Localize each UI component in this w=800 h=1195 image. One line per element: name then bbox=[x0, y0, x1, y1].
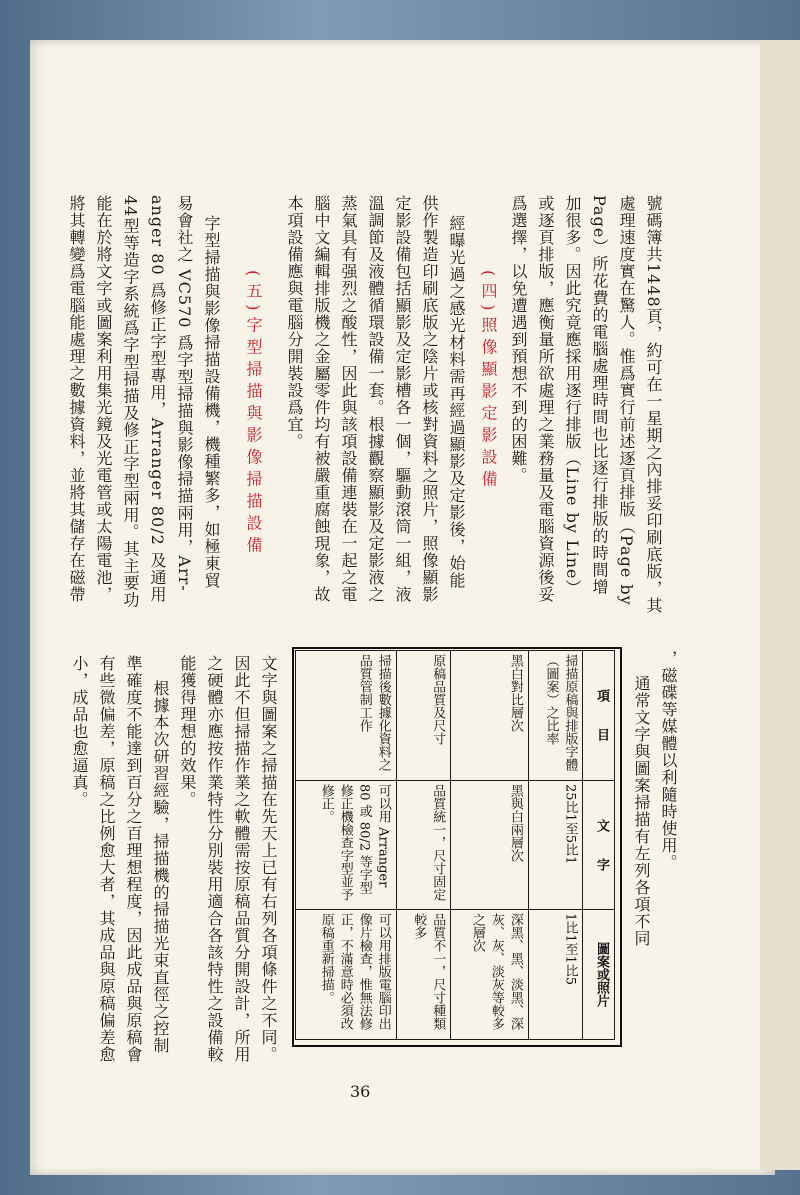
text-column: 準確度不能達到百分之百理想程度，因此成品與原稿會 bbox=[124, 655, 143, 1063]
table-cell: 可以用 Arranger 80 或 80/2 等字型修正機檢查字型並予修正。 bbox=[296, 780, 397, 910]
text-column: 爲選擇，以免遭遇到預想不到的困難。 bbox=[509, 195, 528, 484]
text-column: 根據本次研習經驗，掃描機的掃描光束直徑之控制 bbox=[151, 680, 170, 1054]
text-column: 因此不但掃描作業之軟體需按原稿品質分開設計，所用 bbox=[232, 655, 251, 1063]
text-column: 或逐頁排版，應衡量所欲處理之業務量及電腦資源後妥 bbox=[536, 195, 555, 603]
table-cell: 掃描後數據化資料之品質管制工作 bbox=[296, 651, 397, 781]
text-column: 供作製造印刷底版之陰片或核對資料之照片，照像顯影 bbox=[420, 195, 439, 603]
text-column: Page）所花費的電腦處理時間也比逐行排版的時間增 bbox=[590, 195, 609, 596]
table-cell: 原稿品質及尺寸 bbox=[396, 651, 451, 781]
table-cell: 掃描原稿與排版字體（圖案）之比率 bbox=[528, 651, 583, 781]
text-column: 通常文字與圖案掃描有左列各項不同 bbox=[632, 675, 651, 947]
table-cell: 品質統一，尺寸固定 bbox=[396, 780, 451, 910]
next-page-edge bbox=[760, 40, 800, 1170]
table-cell: 1比1至1比5 bbox=[528, 910, 583, 1040]
text-column: 易會社之 VC570 爲字型掃描與影像掃描兩用，Arr- bbox=[175, 195, 194, 592]
text-column: 小，成品也愈逼真。 bbox=[70, 655, 89, 808]
text-column: ，磁碟等媒體以利隨時使用。 bbox=[659, 650, 678, 871]
table-header-cell: 項 目 bbox=[583, 651, 615, 781]
text-column: 腦中文編輯排版機之金屬零件均有被嚴重腐蝕現象，故 bbox=[312, 195, 331, 603]
table-cell: 可以用排版電腦印出像片檢查，惟無法修正，不滿意時必須改原稿重新掃描。 bbox=[296, 910, 397, 1040]
text-column: 字型掃描與影像掃描設備機，機種繁多，如極東貿 bbox=[202, 215, 221, 589]
section-heading-4: (四)照像顯影定影設備 bbox=[479, 270, 498, 493]
text-column: 能獲得理想的效果。 bbox=[178, 655, 197, 808]
text-column: 定影設備包括顯影及定影槽各一個，驅動滾筒一組，液 bbox=[393, 195, 412, 603]
text-column: 處理速度實在驚人。惟爲實行前述逐頁排版（Page by bbox=[617, 195, 636, 606]
comparison-table bbox=[295, 650, 615, 1040]
text-column: anger 80 爲修正字型專用，Arranger 80/2 及通用 bbox=[148, 195, 167, 603]
text-column: 號碼簿共1448頁，約可在一星期之內排妥印刷底版，其 bbox=[644, 195, 663, 614]
text-column: 蒸氣具有强烈之酸性，因此與該項設備連裝在一起之電 bbox=[339, 195, 358, 603]
text-column: 之硬體亦應按作業特性分別裝用適合各該特性之設備較 bbox=[205, 655, 224, 1063]
table-cell: 品質不一，尺寸種類較多 bbox=[396, 910, 451, 1040]
page-number: 36 bbox=[350, 1082, 371, 1101]
table-header-cell: 文 字 bbox=[583, 780, 615, 910]
table-cell: 深黑、黑、淡黑、深灰、灰、淡灰等較多之層次 bbox=[451, 910, 529, 1040]
table-row bbox=[396, 651, 451, 1040]
text-column: 經曝光過之感光材料需再經過顯影及定影後，始能 bbox=[447, 215, 466, 589]
table-header-row bbox=[583, 651, 615, 1040]
table-cell: 黑與白兩層次 bbox=[451, 780, 529, 910]
text-column: 溫調節及液體循環設備一套。根據觀察顯影及定影液之 bbox=[366, 195, 385, 603]
text-column: 加很多。因此究竟應採用逐行排版（Line by Line） bbox=[563, 195, 582, 597]
text-column: 本項設備應與電腦分開裝設爲宜。 bbox=[285, 195, 304, 450]
text-column: 有些微偏差，原稿之比例愈大者，其成品與原稿偏差愈 bbox=[97, 655, 116, 1063]
table-header-cell: 圖案或照片 bbox=[583, 910, 615, 1040]
table-row bbox=[296, 651, 397, 1040]
table-cell: 黑白對比層次 bbox=[451, 651, 529, 781]
table-row bbox=[528, 651, 583, 1040]
text-column: 將其轉變爲電腦能處理之數據資料，並將其儲存在磁帶 bbox=[67, 195, 86, 603]
text-column: 能在於將文字或圖案利用集光鏡及光電管或太陽電池， bbox=[94, 195, 113, 603]
text-column: 44型等造字系統爲字型掃描及修正字型兩用。其主要功 bbox=[121, 195, 140, 609]
table-row bbox=[451, 651, 529, 1040]
text-column: 文字與圖案之掃描在先天上已有右列各項條件之不同。 bbox=[259, 655, 278, 1063]
table-cell: 25比1至5比1 bbox=[528, 780, 583, 910]
section-heading-5: (五)字型掃描與影像掃描設備 bbox=[244, 270, 263, 559]
